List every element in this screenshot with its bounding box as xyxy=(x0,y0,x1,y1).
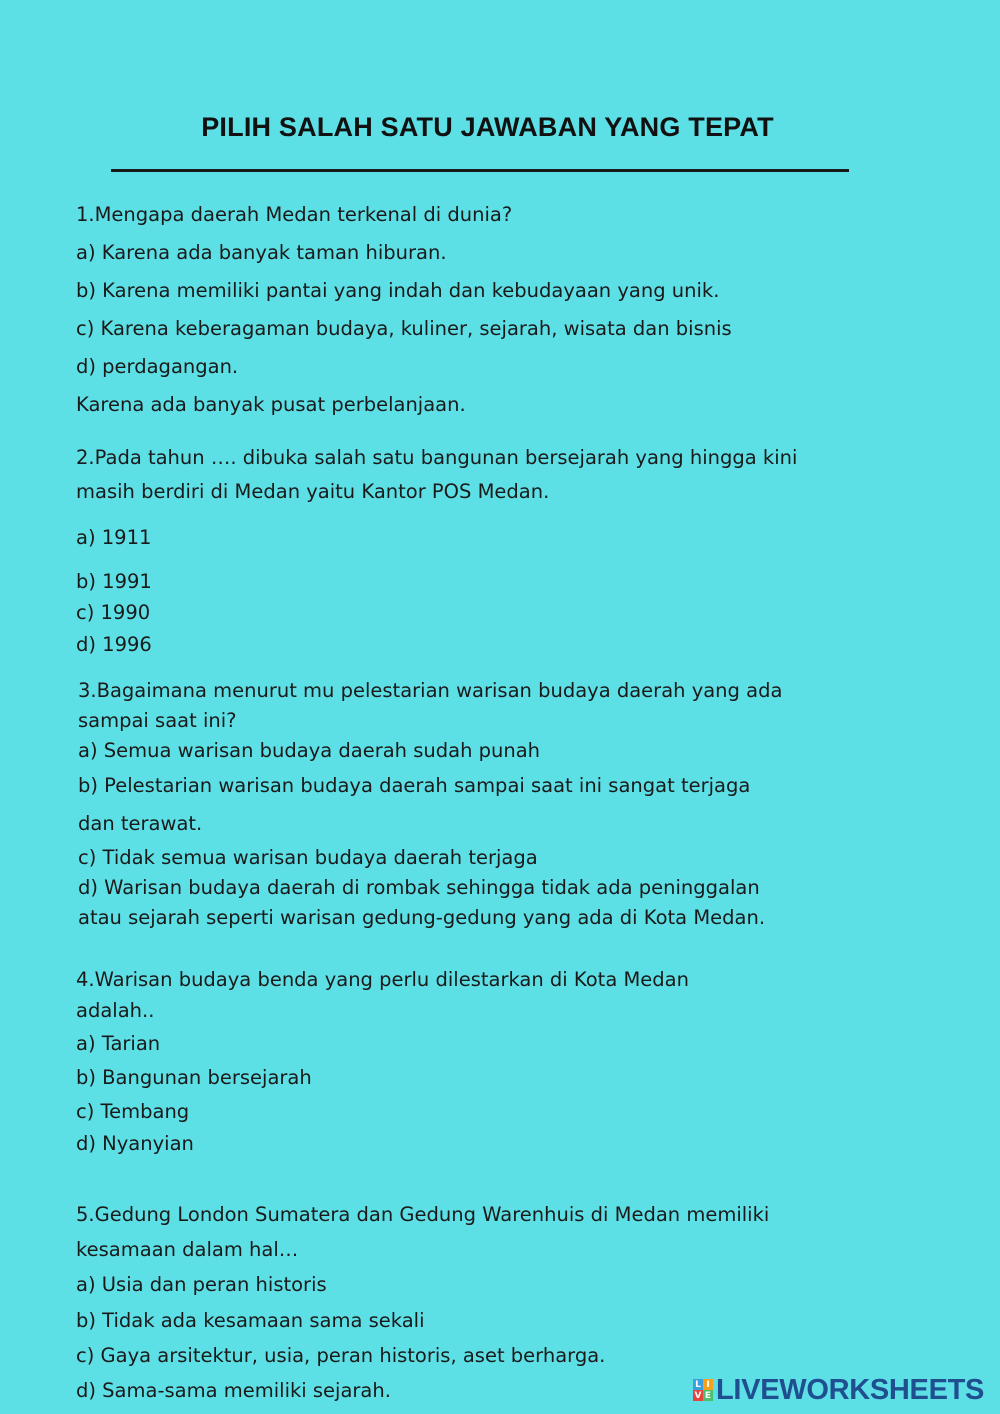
q2-option-c[interactable]: c) 1990 xyxy=(76,601,151,624)
worksheet-title: PILIH SALAH SATU JAWABAN YANG TEPAT xyxy=(201,112,774,142)
logo-letter-e: E xyxy=(704,1390,712,1401)
q5-option-d[interactable]: d) Sama-sama memiliki sejarah. xyxy=(76,1379,391,1402)
q3-option-b[interactable]: b) Pelestarian warisan budaya daerah sampai saat ini sangat terjaga xyxy=(78,774,751,797)
q3-question-line1: 3.Bagaimana menurut mu pelestarian warisan budaya daerah yang ada xyxy=(78,679,783,702)
q3-option-d-continued[interactable]: atau sejarah seperti warisan gedung-gedung yang ada di Kota Medan. xyxy=(78,906,766,929)
q1-option-c[interactable]: c) Karena keberagaman budaya, kuliner, sejarah, wisata dan bisnis xyxy=(76,317,732,340)
q3-option-c[interactable]: c) Tidak semua warisan budaya daerah terjaga xyxy=(78,846,538,869)
q4-option-d[interactable]: d) Nyanyian xyxy=(76,1132,194,1155)
q4-question-line1: 4.Warisan budaya benda yang perlu dilestarkan di Kota Medan xyxy=(76,968,689,991)
q5-option-b[interactable]: b) Tidak ada kesamaan sama sekali xyxy=(76,1309,425,1332)
q4-option-c[interactable]: c) Tembang xyxy=(76,1100,190,1123)
q5-question-line1: 5.Gedung London Sumatera dan Gedung Warenhuis di Medan memiliki xyxy=(76,1203,770,1226)
q1-option-b[interactable]: b) Karena memiliki pantai yang indah dan kebudayaan yang unik. xyxy=(76,279,720,302)
q2-question-line2: masih berdiri di Medan yaitu Kantor POS Medan. xyxy=(76,480,550,503)
liveworksheets-logo-icon xyxy=(693,1379,713,1401)
logo-letter-i: I xyxy=(703,1379,713,1390)
logo-letter-v: V xyxy=(694,1390,702,1401)
q5-option-a[interactable]: a) Usia dan peran historis xyxy=(76,1273,327,1296)
liveworksheets-logo-text: LIVEWORKSHEETS xyxy=(716,1373,985,1406)
q4-option-b[interactable]: b) Bangunan bersejarah xyxy=(76,1066,312,1089)
q1-option-d[interactable]: d) perdagangan. xyxy=(76,355,239,378)
q2-option-d[interactable]: d) 1996 xyxy=(76,633,152,656)
q4-option-a[interactable]: a) Tarian xyxy=(76,1032,161,1055)
q2-option-b[interactable]: b) 1991 xyxy=(76,570,152,593)
q4-question-line2: adalah.. xyxy=(76,999,155,1022)
logo-letter-l: L xyxy=(693,1379,703,1390)
q3-option-d[interactable]: d) Warisan budaya daerah di rombak sehingga tidak ada peninggalan xyxy=(78,876,760,899)
q2-option-a[interactable]: a) 1911 xyxy=(76,526,152,549)
q5-question-line2: kesamaan dalam hal… xyxy=(76,1238,299,1261)
q3-option-b-continued[interactable]: dan terawat. xyxy=(78,812,203,835)
q1-option-a[interactable]: a) Karena ada banyak taman hiburan. xyxy=(76,241,447,264)
q1-question: 1.Mengapa daerah Medan terkenal di dunia? xyxy=(76,203,513,226)
q3-option-a[interactable]: a) Semua warisan budaya daerah sudah punah xyxy=(78,739,541,762)
q1-extra-option[interactable]: Karena ada banyak pusat perbelanjaan. xyxy=(76,393,466,416)
title-divider xyxy=(111,169,849,172)
q2-question-line1: 2.Pada tahun …. dibuka salah satu bangunan bersejarah yang hingga kini xyxy=(76,446,798,469)
q5-option-c[interactable]: c) Gaya arsitektur, usia, peran historis, aset berharga. xyxy=(76,1344,606,1367)
q3-question-line2: sampai saat ini? xyxy=(78,709,237,732)
liveworksheets-logo[interactable] xyxy=(693,1373,985,1406)
